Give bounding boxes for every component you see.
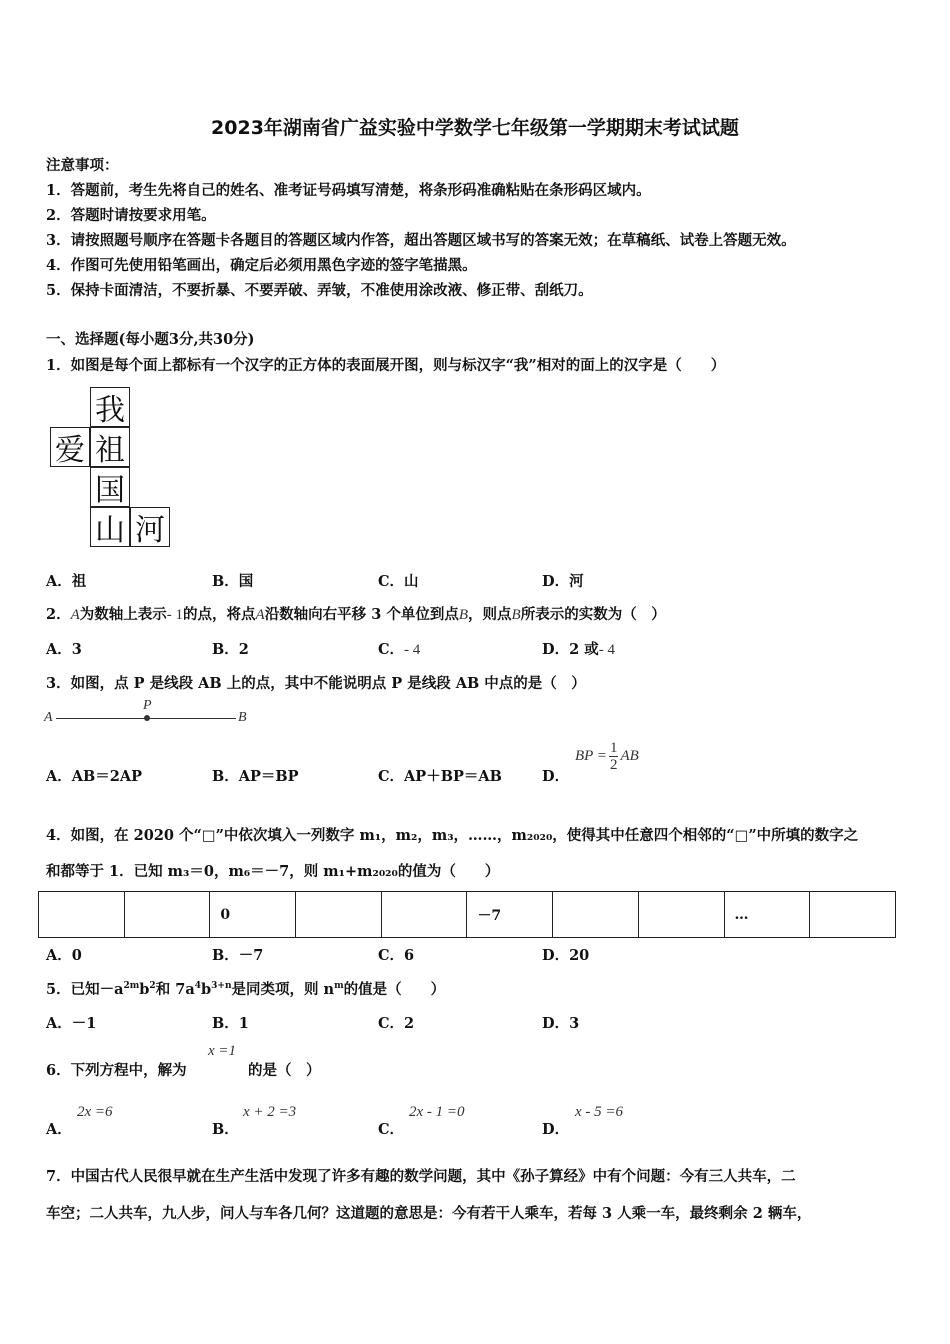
q2-text: 所表示的实数为（ ） [520,606,666,623]
q6-option-b-eq: x + 2 =3 [243,1104,297,1120]
net-face-wo: 我 [90,387,130,427]
q4-option-b[interactable]: B．－7 [212,947,264,964]
question-4-line2: 和都等于 1．已知 m₃＝0，m₆＝－7，则 m₁+m₂₀₂₀的值为（ ） [46,863,500,880]
point-b: B [458,607,469,623]
sequence-cell [296,892,382,938]
exponent: 2m [123,981,140,992]
q2-text: 的点，将点 [183,606,256,623]
fraction-numerator: 1 [609,740,618,756]
point-b: B [511,607,521,623]
q2-option-b[interactable]: B．2 [212,641,249,658]
point-label-b: B [238,710,247,725]
question-6-stem-b: 的是（ ） [248,1062,321,1079]
sequence-cell: 0 [210,892,296,938]
q5-text: b [201,981,212,998]
sequence-cell [810,892,896,938]
notice-item: 1．答题前，考生先将自己的姓名、准考证号码填写清楚，将条形码准确粘贴在条形码区域内。 [46,182,651,199]
question-1-stem: 1．如图是每个面上都标有一个汉字的正方体的表面展开图，则与标汉字“我”相对的面上的汉字是（ ） [46,357,726,374]
formula-rhs: AB [620,747,639,764]
notice-item: 2．答题时请按要求用笔。 [46,207,216,224]
option-label: C． [378,641,405,658]
number-sequence-boxes [38,891,896,938]
q5-text: 5．已知－a [46,981,124,998]
q6-option-a-eq: 2x =6 [77,1104,113,1120]
q5-text: 是同类项，则 n [231,981,335,998]
q5-text: 和 7a [155,981,195,998]
question-2-stem [46,603,666,624]
q2-text: 沿数轴向右平移 3 个单位到点 [264,606,459,623]
notice-item: 4．作图可先使用铅笔画出，确定后必须用黑色字迹的签字笔描黑。 [46,257,477,274]
point-label-p: P [143,698,152,713]
sequence-cell [638,892,724,938]
notice-item: 5．保持卡面清洁，不要折暴、不要弄破、弄皱，不准使用涂改液、修正带、刮纸刀。 [46,282,593,299]
sequence-cell [39,892,125,938]
q2-text: 为数轴上表示 [79,606,167,623]
question-3-stem: 3．如图，点 P 是线段 AB 上的点，其中不能说明点 P 是线段 AB 中点的是（ ） [46,675,586,692]
q4-option-c[interactable]: C．6 [378,947,415,964]
point-a: A [255,607,265,623]
q2-text: 2． [46,606,71,623]
q3-option-d[interactable]: D． [542,768,570,785]
exponent: 3+n [211,981,232,992]
sequence-cell [553,892,639,938]
net-face-guo: 国 [90,467,130,507]
notice-item: 3．请按照题号顺序在答题卡各题目的答题区域内作答，超出答题区域书写的答案无效；在草稿纸、试卷上答题无效。 [46,232,796,249]
q4-option-d[interactable]: D．20 [542,947,590,964]
exponent: 4 [194,981,201,992]
notice-heading: 注意事项： [46,157,119,174]
question-5-stem [46,978,445,999]
q1-option-c[interactable]: C．山 [378,573,419,590]
net-face-zu: 祖 [90,427,130,467]
q3-option-c[interactable]: C．AP＋BP＝AB [378,768,502,785]
sequence-cell: … [724,892,810,938]
q6-option-b[interactable]: B． [212,1121,239,1138]
sequence-cell [124,892,210,938]
fraction [609,740,619,773]
q6-option-c[interactable]: C． [378,1121,405,1138]
net-face-he: 河 [130,507,170,547]
q5-option-d[interactable]: D．3 [542,1015,580,1032]
question-6-stem-a: 6．下列方程中，解为 [46,1062,187,1079]
q3-option-b[interactable]: B．AP＝BP [212,768,299,785]
net-face-ai: 爱 [50,427,90,467]
option-value: - 4 [404,642,421,658]
fraction-denominator: 2 [609,757,618,773]
q5-option-c[interactable]: C．2 [378,1015,415,1032]
q2-option-a[interactable]: A．3 [46,641,82,658]
sequence-cell: －7 [467,892,553,938]
net-face-shan: 山 [90,507,130,547]
point-dot [144,715,150,721]
q3-option-a[interactable]: A．AB＝2AP [46,768,142,785]
q2-option-d[interactable] [542,638,615,659]
q5-option-a[interactable]: A．－1 [46,1015,97,1032]
q5-option-b[interactable]: B．1 [212,1015,249,1032]
question-4-line1: 4．如图，在 2020 个“□”中依次填入一列数字 m₁，m₂，m₃，……，m₂₀₂₀，使得其中任意四个相邻的“□”中所填的数字之 [46,827,859,844]
q1-option-d[interactable]: D．河 [542,573,584,590]
option-value: - 4 [598,642,615,658]
q6-option-a[interactable]: A． [46,1121,72,1138]
question-7-line2: 车空；二人共车，九人步，问人与车各几何？这道题的意思是：今有若干人乘车，若每 3 人乘一车，最终剩余 2 辆车， [46,1205,812,1222]
q2-text: ，则点 [468,606,512,623]
q4-option-a[interactable]: A．0 [46,947,82,964]
q1-option-b[interactable]: B．国 [212,573,254,590]
solution-value: x =1 [208,1043,237,1059]
q6-option-d-eq: x - 5 =6 [575,1104,624,1120]
section-heading: 一、选择题(每小题3分,共30分) [46,331,255,348]
formula-lhs: BP = [575,747,607,764]
q6-option-d[interactable]: D． [542,1121,570,1138]
q3-option-d-formula [575,740,639,773]
q6-option-c-eq: 2x - 1 =0 [409,1104,465,1120]
q2-option-c[interactable] [378,638,420,659]
q5-text: 的值是（ ） [343,981,446,998]
q1-option-a[interactable]: A．祖 [46,573,87,590]
sequence-cell [381,892,467,938]
option-label: D．2 或 [542,641,599,658]
point-a: A [70,607,80,623]
exponent: m [334,981,344,992]
page-title: 2023年湖南省广益实验中学数学七年级第一学期期末考试试题 [211,117,739,139]
q5-text: b [139,981,150,998]
question-7-line1: 7．中国古代人民很早就在生产生活中发现了许多有趣的数学问题，其中《孙子算经》中有个问题：今有三人共车，二 [46,1168,796,1185]
neg-one: - 1 [166,607,184,623]
exponent: 2 [149,981,156,992]
point-label-a: A [44,710,53,725]
